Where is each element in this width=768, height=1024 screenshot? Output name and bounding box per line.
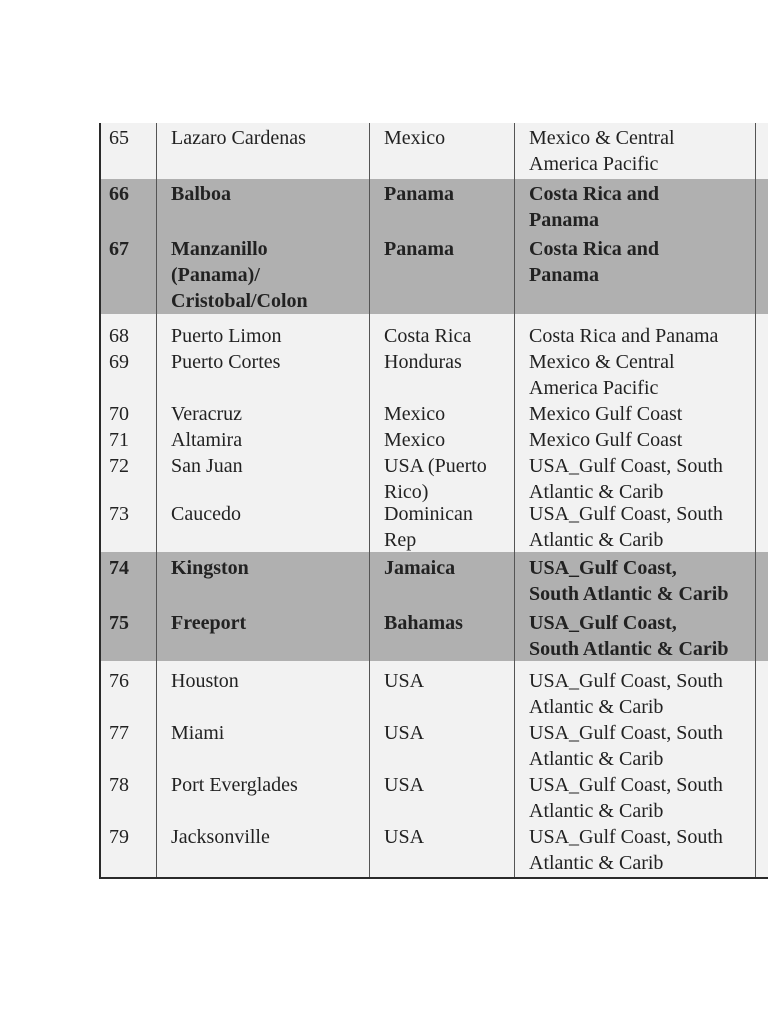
country-cell: Mexico xyxy=(384,429,446,451)
region-cell: USA_Gulf Coast, South Atlantic & Carib xyxy=(529,670,723,718)
region-cell: USA_Gulf Coast, South Atlantic & Carib xyxy=(529,722,723,770)
column-divider xyxy=(755,552,756,661)
row-number-cell: 72 xyxy=(109,455,129,477)
country-cell: Jamaica xyxy=(384,557,456,579)
row-number-cell: 71 xyxy=(109,429,129,451)
row-group xyxy=(101,552,768,661)
region-cell: USA_Gulf Coast, South Atlantic & Carib xyxy=(529,612,729,660)
row-number-cell: 68 xyxy=(109,325,129,347)
country-cell: Mexico xyxy=(384,127,446,149)
column-divider xyxy=(755,123,756,179)
country-cell: USA xyxy=(384,670,425,692)
column-divider xyxy=(755,661,756,877)
port-name-cell: San Juan xyxy=(171,455,243,477)
region-cell: Costa Rica and Panama xyxy=(529,238,660,286)
region-cell: USA_Gulf Coast, South Atlantic & Carib xyxy=(529,826,723,874)
column-divider xyxy=(156,314,157,552)
region-cell: Costa Rica and Panama xyxy=(529,325,719,347)
column-divider xyxy=(755,314,756,552)
column-divider xyxy=(156,552,157,661)
port-name-cell: Veracruz xyxy=(171,403,243,425)
port-name-cell: Altamira xyxy=(171,429,243,451)
port-name-cell: Miami xyxy=(171,722,225,744)
country-cell: Honduras xyxy=(384,351,462,373)
row-number-cell: 76 xyxy=(109,670,129,692)
country-cell: USA xyxy=(384,826,425,848)
country-cell: Bahamas xyxy=(384,612,463,634)
row-group xyxy=(101,661,768,877)
column-divider xyxy=(156,179,157,314)
country-cell: Mexico xyxy=(384,403,446,425)
country-cell: Panama xyxy=(384,183,454,205)
port-name-cell: Kingston xyxy=(171,557,249,579)
port-name-cell: Port Everglades xyxy=(171,774,298,796)
row-number-cell: 74 xyxy=(109,557,129,579)
row-number-cell: 70 xyxy=(109,403,129,425)
column-divider xyxy=(156,123,157,179)
port-name-cell: Manzanillo (Panama)/ Cristobal/Colon xyxy=(171,238,308,312)
row-number-cell: 69 xyxy=(109,351,129,373)
column-divider xyxy=(755,179,756,314)
country-cell: USA xyxy=(384,774,425,796)
row-group xyxy=(101,314,768,552)
region-cell: Costa Rica and Panama xyxy=(529,183,660,231)
region-cell: Mexico & Central America Pacific xyxy=(529,127,675,175)
port-name-cell: Freeport xyxy=(171,612,247,634)
port-name-cell: Puerto Limon xyxy=(171,325,282,347)
row-number-cell: 77 xyxy=(109,722,129,744)
port-name-cell: Puerto Cortes xyxy=(171,351,281,373)
region-cell: USA_Gulf Coast, South Atlantic & Carib xyxy=(529,455,723,503)
row-number-cell: 66 xyxy=(109,183,129,205)
row-number-cell: 78 xyxy=(109,774,129,796)
region-cell: Mexico Gulf Coast xyxy=(529,403,683,425)
port-name-cell: Houston xyxy=(171,670,239,692)
region-cell: USA_Gulf Coast, South Atlantic & Carib xyxy=(529,503,723,551)
ports-table xyxy=(99,123,768,879)
row-group xyxy=(101,179,768,314)
row-group xyxy=(101,123,768,179)
row-number-cell: 65 xyxy=(109,127,129,149)
region-cell: USA_Gulf Coast, South Atlantic & Carib xyxy=(529,774,723,822)
column-divider xyxy=(156,661,157,877)
port-name-cell: Balboa xyxy=(171,183,232,205)
row-number-cell: 75 xyxy=(109,612,129,634)
region-cell: Mexico Gulf Coast xyxy=(529,429,683,451)
country-cell: Panama xyxy=(384,238,454,260)
port-name-cell: Caucedo xyxy=(171,503,241,525)
row-number-cell: 79 xyxy=(109,826,129,848)
row-number-cell: 67 xyxy=(109,238,129,260)
country-cell: USA xyxy=(384,722,425,744)
country-cell: Costa Rica xyxy=(384,325,472,347)
region-cell: Mexico & Central America Pacific xyxy=(529,351,675,399)
country-cell: Dominican Rep xyxy=(384,503,473,551)
country-cell: USA (Puerto Rico) xyxy=(384,455,487,503)
row-number-cell: 73 xyxy=(109,503,129,525)
port-name-cell: Lazaro Cardenas xyxy=(171,127,306,149)
region-cell: USA_Gulf Coast, South Atlantic & Carib xyxy=(529,557,729,605)
port-name-cell: Jacksonville xyxy=(171,826,270,848)
